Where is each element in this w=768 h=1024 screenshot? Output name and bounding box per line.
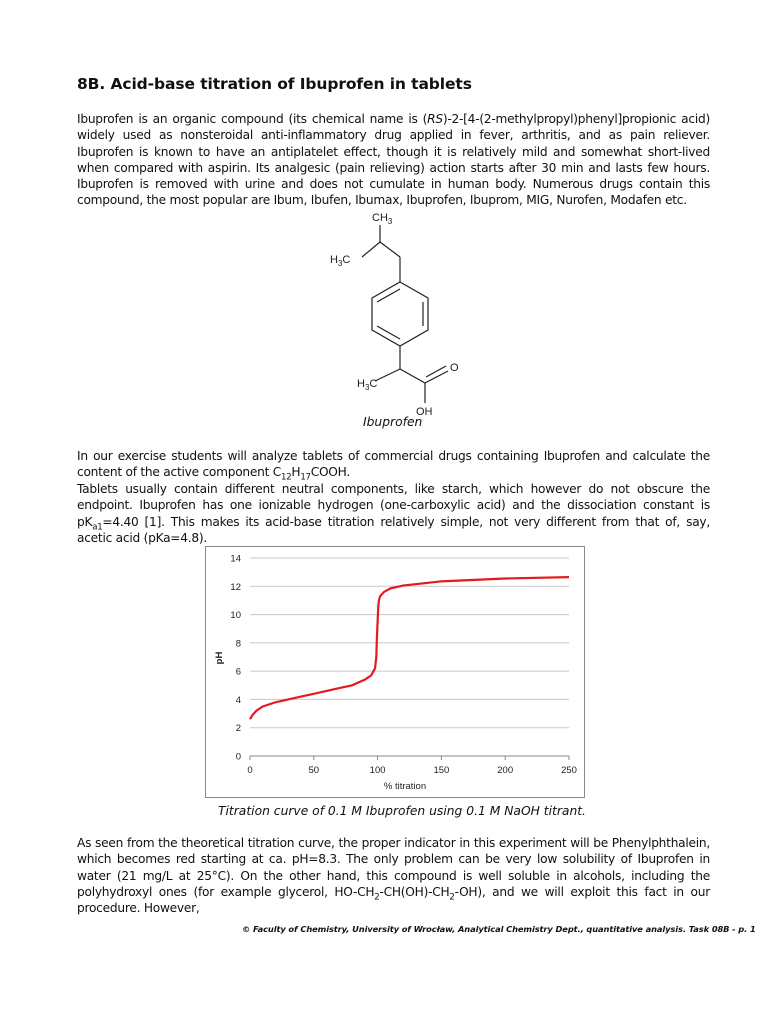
x-tick-label: 200 bbox=[497, 765, 514, 776]
y-tick-label: 6 bbox=[235, 666, 241, 678]
chart-caption: Titration curve of 0.1 M Ibuprofen using 0.1 M NaOH titrant. bbox=[218, 804, 586, 818]
x-tick-label: 100 bbox=[369, 765, 386, 776]
structure-caption: Ibuprofen bbox=[363, 415, 423, 429]
x-tick-label: 250 bbox=[561, 765, 577, 776]
y-tick-label: 0 bbox=[235, 751, 241, 763]
x-tick-label: 0 bbox=[247, 765, 253, 776]
x-tick-label: 150 bbox=[433, 765, 450, 776]
conclusion-paragraph: As seen from the theoretical titration curve, the proper indicator in this experiment will be Phenylphthalein, which becomes red starting at ca. pH=8.3. The only problem can be very low solubility of Ibuprofen in water (21 mg/L at 25°C). On the other hand, this compound is well soluble in alcohols, including the polyhydroxyl ones (for example glycerol, $HO-CH_2-CH(OH)-CH_2-OH$), and we will exploit this fact in our procedure. However, bbox=[77, 836, 710, 916]
exercise-paragraph-2: Tablets usually contain different neutral components, like starch, which however do not obscure the endpoint. Ibuprofen has one ionizable hydrogen (one-carboxylic acid) and the dissociation constant is $pK_{a1}=4.40$ [1]. This makes its acid-base titration relatively simple, not very different from that of, say, acetic acid (pKa=4.8). bbox=[77, 482, 710, 545]
titration-chart bbox=[205, 546, 585, 798]
svg-text:CH3: $CH_3$ bbox=[372, 212, 393, 226]
y-tick-label: 14 bbox=[230, 553, 241, 565]
exercise-paragraph-1: In our exercise students will analyze tablets of commercial drugs containing Ibuprofen and calculate the content of the active component $C_{12}H_{17}COOH$. bbox=[77, 449, 710, 483]
y-tick-label: 2 bbox=[235, 723, 241, 735]
y-axis-label: pH bbox=[214, 651, 225, 665]
page-title: 8B. Acid-base titration of Ibuprofen in tablets bbox=[77, 75, 472, 93]
x-axis-label: % titration bbox=[383, 781, 427, 792]
chart-frame bbox=[206, 547, 585, 798]
y-tick-label: 4 bbox=[235, 694, 241, 706]
svg-text:OH: OH bbox=[416, 406, 433, 418]
ibuprofen-structure bbox=[320, 205, 470, 425]
y-tick-label: 10 bbox=[230, 610, 241, 622]
y-tick-label: 12 bbox=[230, 581, 241, 593]
svg-text:H3C: $H_3C$ bbox=[330, 254, 351, 268]
page-footer: © Faculty of Chemistry, University of Wrocław, Analytical Chemistry Dept., quantitative analysis. Task 08B - p. 1 bbox=[242, 924, 756, 934]
y-tick-label: 8 bbox=[235, 638, 241, 650]
svg-text:O: O bbox=[450, 362, 459, 374]
intro-paragraph: Ibuprofen is an organic compound (its chemical name is (RS)-2-[4-(2-methylpropyl)phenyl]propionic acid) widely used as nonsteroidal anti-inflammatory drug applied in fever, arthritis, and as pain reliever. Ibuprofen is known to have an antiplatelet effect, though it is relatively mild and somewhat short-lived when compared with aspirin. Its analgesic (pain relieving) action starts after 30 min and lasts few hours. Ibuprofen is removed with urine and does not cumulate in human body. Numerous drugs contain this compound, the most popular are Ibum, Ibufen, Ibumax, Ibuprofen, Ibuprom, MIG, Nurofen, Modafen etc. bbox=[77, 112, 710, 208]
svg-text:H3C: $H_3C$ bbox=[357, 378, 378, 392]
x-tick-label: 50 bbox=[308, 765, 320, 776]
